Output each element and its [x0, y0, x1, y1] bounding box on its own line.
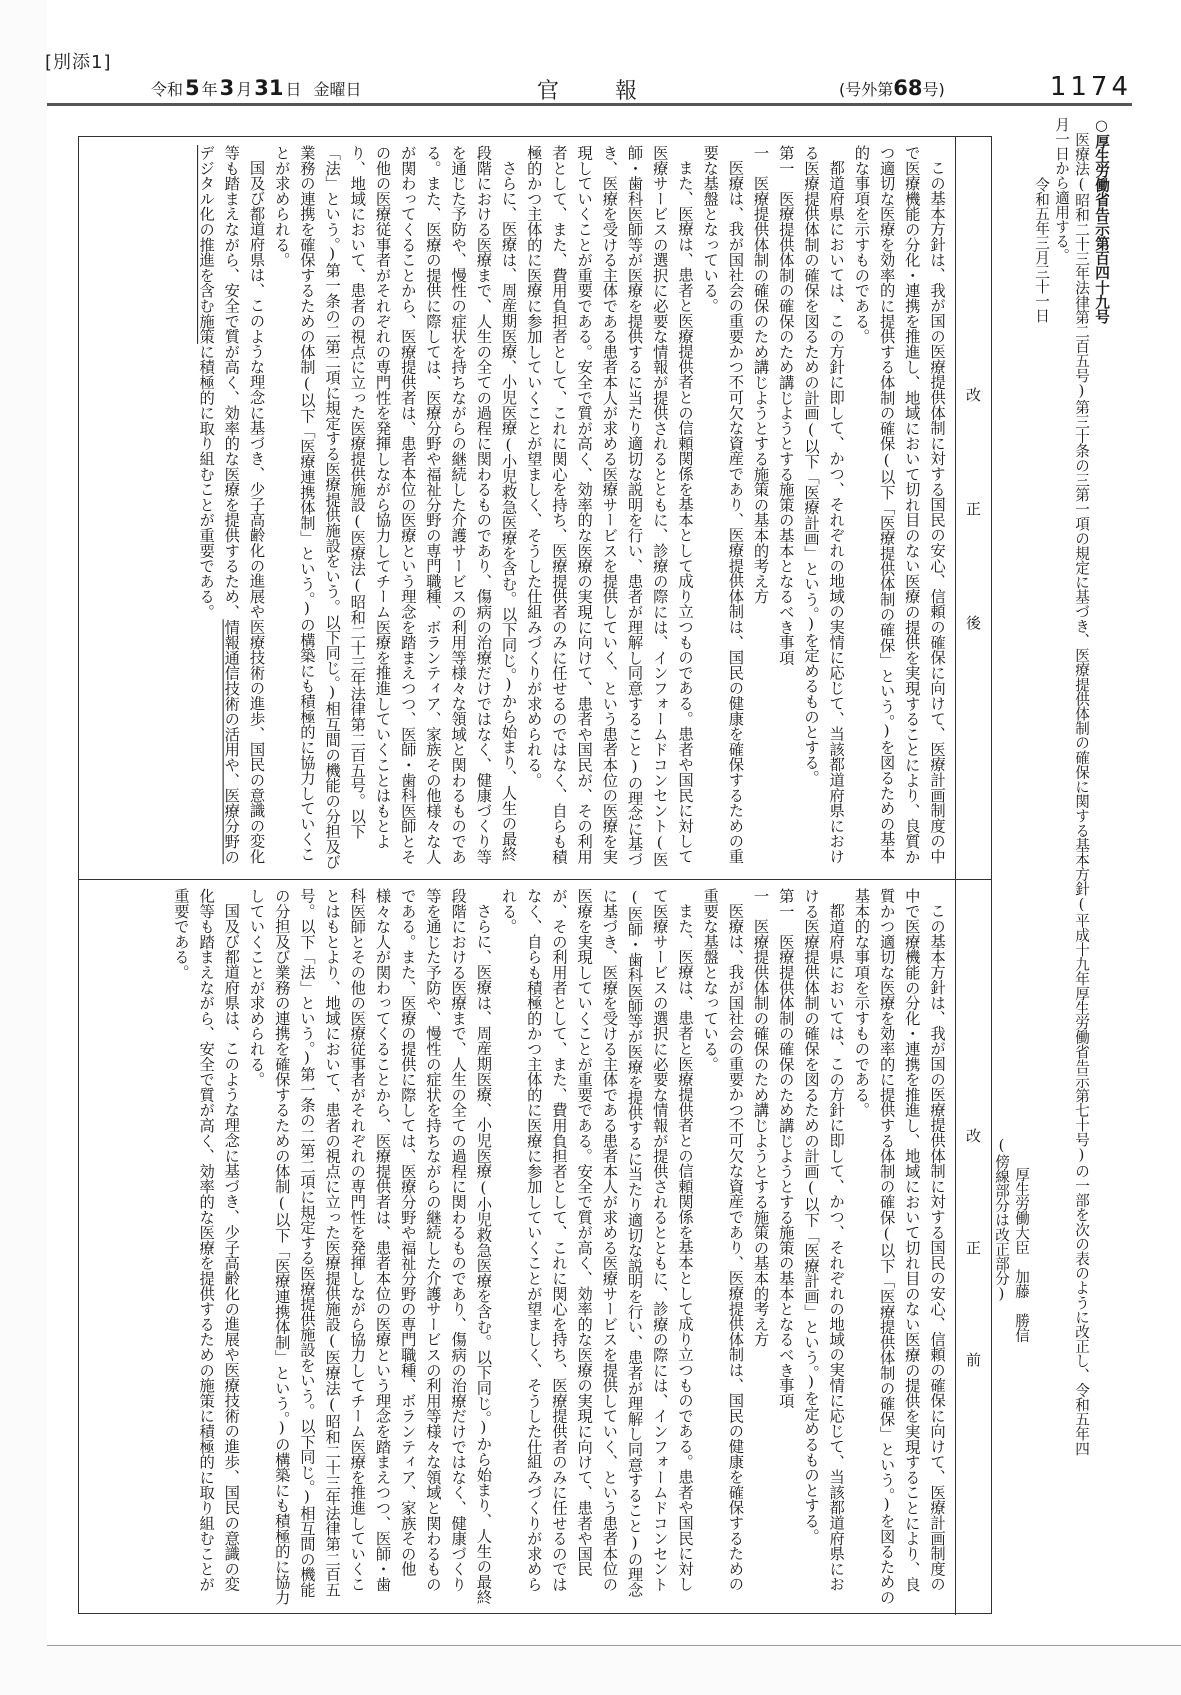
paragraph: 医療は、我が国社会の重要かつ不可欠な資産であり、医療提供体制は、国民の健康を確保するための重要な基盤となっている。 [701, 888, 745, 1592]
label-before-revision: 改 正 前 [955, 880, 991, 1615]
paragraph: さらに、医療は、周産期医療、小児医療(小児救急医療を含む。以下同じ。)から始まり、人生の最終段階における医療まで、人生の全ての過程に関わるものであり、傷病の治療だけではなく、健康づくり等を通じた予防や、慢性の症状を持ちながらの継続した介護サービスの利用等様々な領域と関わるものである。また、医療の提供に際しては、医療分野や福祉分野の専門職種、ボランティア、家族その他様々な人が関わってくることから、医療提供者は、患者本位の医療という理念を踏まえつつ、医師・歯科医師とその他の医療従事者がそれぞれの専門性を発揮しながら協力してチーム医療を推進していくことはもとより、地域において、患者の視点に立った医療提供施設(医療法(昭和二十三年法律第二百五号。以下「法」という。)第一条の二第二項に規定する医療提供施設をいう。以下同じ。)相互間の機能の分担及び業務の連携を確保するための体制(以下「医療連携体制」という。)の構築にも積極的に協力していくことが求められる。 [272, 145, 518, 870]
issue-date: 令和5 年3 月31 日 金曜日 [151, 76, 362, 100]
label-after-revision: 改 正 後 [955, 137, 991, 879]
row-after-revision [79, 137, 991, 880]
revision-comparison-table [78, 136, 992, 1614]
row-before-revision [79, 880, 991, 1615]
content-after-revision [79, 137, 955, 879]
section-heading: 第一 医療提供体制の確保のため講じようとする施策の基本となるべき事項 [776, 145, 795, 666]
notice-body: 医療法(昭和二十三年法律第二百五号)第三十条の三第一項の規定に基づき、医療提供体制の確保に関する基本方針(平成十九年厚生労働省告示第七十号)の一部を次の表のように改正し、令和五年四 [1073, 132, 1090, 1456]
paragraph: この基本方針は、我が国の医療提供体制に対する国民の安心、信頼の確保に向けて、医療計画制度の中で医療機能の分化・連携を推進し、地域において切れ目のない医療の提供を実現することにより、良質かつ適切な医療を効率的に提供する体制の確保(以下「医療提供体制の確保」という。)を図るための基本的な事項を示すものである。 [852, 888, 946, 1605]
subsection-heading: 一 医療提供体制の確保のため講じようとする施策の基本的考え方 [751, 145, 770, 604]
underline-note: (傍線部分は改正部分) [993, 1137, 1010, 1303]
attachment-label: [別添1] [45, 52, 112, 73]
paragraph-amended: 国及び都道府県は、このような理念に基づき、少子高齢化の進展や医療技術の進歩、国民の意識の変化等も踏まえながら、安全で質が高く、効率的な医療を提供するため、情報通信技術の活用や、医療分野のデジタル化の推進を含む施策に積極的に取り組むことが重要である。 [197, 145, 266, 865]
gazette-title: 官報 [537, 79, 694, 104]
paragraph: さらに、医療は、周産期医療、小児医療(小児救急医療を含む。以下同じ。)から始まり、人生の最終段階における医療まで、人生の全ての過程に関わるものであり、傷病の治療だけではなく、健康づくり等を通じた予防や、慢性の症状を持ちながらの継続した介護サービスの利用等様々な領域と関わるものである。また、医療の提供に際しては、医療分野や福祉分野の専門職種、ボランティア、家族その他様々な人が関わってくることから、医療提供者は、患者本位の医療という理念を踏まえつつ、医師・歯科医師とその他の医療従事者がそれぞれの専門性を発揮しながら協力してチーム医療を推進していくことはもとより、地域において、患者の視点に立った医療提供施設(医療法(昭和二十三年法律第二百五号。以下「法」という。)第一条の二第二項に規定する医療提供施設をいう。以下同じ。)相互間の機能の分担及び業務の連携を確保するための体制(以下「医療連携体制」という。)の構築にも積極的に協力していくことが求められる。 [247, 888, 493, 1605]
paragraph: また、医療は、患者と医療提供者との信頼関係を基本として成り立つものである。患者や国民に対して医療サービスの選択に必要な情報が提供されるとともに、診療の際には、インフォームドコンセント(医師・歯科医師等が医療を提供するに当たり適切な説明を行い、患者が理解し同意すること)の理念に基づき、医療を受ける主体である患者本人が求める医療サービスを提供していく、という患者本位の医療を実現していくことが重要である。安全で質が高く、効率的な医療の実現に向けて、患者や国民が、その利用者として、また、費用負担者として、これに関心を持ち、医療提供者のみに任せるのではなく、自らも積極的かつ主体的に医療に参加していくことが望ましく、そうした仕組みづくりが求められる。 [499, 888, 694, 1598]
paragraph: また、医療は、患者と医療提供者との信頼関係を基本として成り立つものである。患者や国民に対して医療サービスの選択に必要な情報が提供されるとともに、診療の際には、インフォームドコンセント(医師・歯科医師等が医療を提供するに当たり適切な説明を行い、患者が理解し同意すること)の理念に基づき、医療を受ける主体である患者本人が求める医療サービスを提供していく、という患者本位の医療を実現していくことが重要である。安全で質が高く、効率的な医療の実現に向けて、患者や国民が、その利用者として、また、費用負担者として、これに関心を持ち、医療提供者のみに任せるのではなく、自らも積極的かつ主体的に医療に参加していくことが望ましく、そうした仕組みづくりが求められる。 [524, 145, 694, 867]
gazette-masthead [47, 74, 1132, 106]
notice-block [991, 117, 1111, 1657]
paragraph: 都道府県においては、この方針に即して、かつ、それぞれの地域の実情に応じて、当該都道府県における医療提供体制の確保を図るための計画(以下「医療計画」という。)を定めるものとする。 [801, 145, 846, 865]
minister-signature: 厚生労働大臣 加藤 勝信 [1013, 1167, 1030, 1343]
paragraph: この基本方針は、我が国の医療提供体制に対する国民の安心、信頼の確保に向けて、医療計画制度の中で医療機能の分化・連携を推進し、地域において切れ目のない医療の提供を実現することにより、良質かつ適切な医療を効率的に提供する体制の確保(以下「医療提供体制の確保」という。)を図るための基本的な事項を示すものである。 [852, 145, 946, 865]
notice-body-cont: 月一日から適用する。 [1053, 117, 1070, 263]
amended-text: 情報通信技術の活用や、医療分野のデジタル化の推進を含む施策 [197, 145, 241, 865]
issue-number: (号外第68号) [839, 76, 945, 100]
content-before-revision [79, 880, 955, 1615]
page-number: 1174 [1049, 72, 1132, 102]
weekday: 金曜日 [313, 80, 362, 99]
notice-heading: ○厚生労働省告示第百四十九号 [1093, 117, 1110, 324]
paragraph: 国及び都道府県は、このような理念に基づき、少子高齢化の進展や医療技術の進歩、国民の意識の変化等も踏まえながら、安全で質が高く、効率的な医療を提供するための施策に積極的に取り組むことが重要である。 [171, 888, 241, 1592]
section-heading: 第一 医療提供体制の確保のため講じようとする施策の基本となるべき事項 [776, 888, 795, 1409]
paragraph: 都道府県においては、この方針に即して、かつ、それぞれの地域の実情に応じて、当該都道府県における医療提供体制の確保を図るための計画(以下「医療計画」という。)を定めるものとする。 [801, 888, 846, 1592]
subsection-heading: 一 医療提供体制の確保のため講じようとする施策の基本的考え方 [751, 888, 770, 1347]
notice-date: 令和五年三月三十一日 [1033, 177, 1050, 323]
paragraph: 医療は、我が国社会の重要かつ不可欠な資産であり、医療提供体制は、国民の健康を確保するための重要な基盤となっている。 [701, 145, 745, 865]
